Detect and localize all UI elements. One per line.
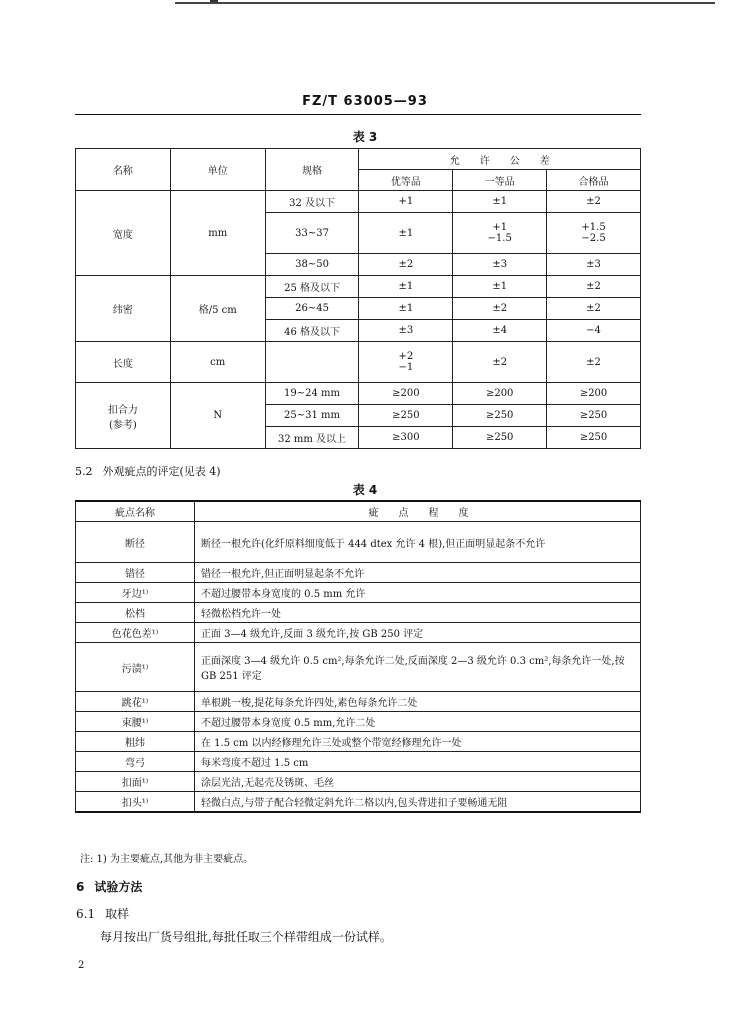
table-row [76, 583, 641, 603]
value-cell: ≥200 [453, 383, 547, 405]
value-cell: ±2 [547, 298, 641, 320]
standard-number: FZ/T 63005—93 [302, 94, 428, 109]
tolerance-table [75, 148, 641, 449]
defect-desc: 每米弯度不超过 1.5 cm [195, 752, 641, 772]
defect-name: 束腰¹⁾ [76, 712, 195, 732]
sampling-paragraph: 每月按出厂货号组批,每批任取三个样带组成一份试样。 [100, 930, 392, 944]
defect-desc: 断径一根允许(化纤原料细度低于 444 dtex 允许 4 根),但正面明显起条不允许 [195, 522, 641, 563]
col-header-grade2: 一等品 [453, 170, 547, 191]
group-name: 宽度 [76, 191, 171, 276]
defect-name: 跳花¹⁾ [76, 692, 195, 712]
value-cell: ±1 [359, 276, 453, 298]
value-cell: ≥200 [359, 383, 453, 405]
defect-desc: 涂层光洁,无起壳及锈斑、毛丝 [195, 772, 641, 792]
defect-desc: 不超过腰带本身宽度的 0.5 mm 允许 [195, 583, 641, 603]
defect-desc: 错径一根允许,但正面明显起条不允许 [195, 563, 641, 583]
defect-name: 色花色差¹⁾ [76, 623, 195, 643]
col-header-defect-degree: 疵 点 程 度 [195, 501, 641, 522]
value-cell: +1 −1.5 [453, 213, 547, 254]
spec-cell: 19~24 mm [265, 383, 359, 405]
defect-desc: 不超过腰带本身宽度 0.5 mm,允许二处 [195, 712, 641, 732]
group-unit: mm [170, 191, 265, 276]
defect-name: 扣面¹⁾ [76, 772, 195, 792]
defect-name: 扣头¹⁾ [76, 792, 195, 813]
value-cell: ±1 [453, 276, 547, 298]
section-number: 5.2 [75, 465, 93, 478]
spec-cell: 26~45 [265, 298, 359, 320]
defect-desc: 轻微松档允许一处 [195, 603, 641, 623]
table-row [76, 772, 641, 792]
defect-name: 粗纬 [76, 732, 195, 752]
defect-desc: 正面深度 3—4 级允许 0.5 cm²,每条允许二处,反面深度 2—3 级允许 0.3 cm²,每条允许一处,按 GB 251 评定 [195, 643, 641, 692]
value-cell: ≥250 [547, 427, 641, 449]
table-row [76, 522, 641, 563]
col-header-name: 名称 [76, 149, 171, 191]
group-name: 长度 [76, 342, 171, 383]
table-row [76, 643, 641, 692]
value-cell: ≥300 [359, 427, 453, 449]
table-row [76, 623, 641, 643]
value-cell: ±2 [359, 254, 453, 276]
value-cell: ±3 [547, 254, 641, 276]
defect-name: 牙边¹⁾ [76, 583, 195, 603]
value-cell: ±1 [453, 191, 547, 213]
scan-edge-mark [210, 0, 218, 2]
section-title: 外观疵点的评定(见表 4) [102, 465, 221, 478]
defect-name: 松档 [76, 603, 195, 623]
section-6-1-heading [76, 905, 129, 922]
section-number: 6.1 [76, 907, 96, 921]
group-unit: 格/5 cm [170, 276, 265, 342]
spec-cell: 46 格及以下 [265, 320, 359, 342]
table-row [76, 603, 641, 623]
defect-desc: 正面 3—4 级允许,反面 3 级允许,按 GB 250 评定 [195, 623, 641, 643]
scan-edge-line [175, 2, 715, 4]
defect-name: 污渍¹⁾ [76, 643, 195, 692]
section-number: 6 [76, 880, 85, 894]
defect-name: 断径 [76, 522, 195, 563]
table-row [76, 712, 641, 732]
table3-title: 表 3 [352, 130, 378, 144]
value-cell: ≥250 [547, 405, 641, 427]
group-name: 扣合力 (参考) [76, 383, 171, 449]
defect-name: 错径 [76, 563, 195, 583]
group-unit: cm [170, 342, 265, 383]
value-cell: +1.5 −2.5 [547, 213, 641, 254]
table-row [76, 383, 641, 405]
defect-desc: 轻微白点,与带子配合轻微定斜允许二格以内,包头背进扣子要畅通无阻 [195, 792, 641, 813]
col-header-unit: 单位 [170, 149, 265, 191]
value-cell: ±1 [359, 298, 453, 320]
table-row [76, 732, 641, 752]
value-cell: ±4 [453, 320, 547, 342]
col-header-tolerance: 允 许 公 差 [359, 149, 641, 170]
col-header-grade3: 合格品 [547, 170, 641, 191]
spec-cell: 32 mm 及以上 [265, 427, 359, 449]
col-header-spec: 规格 [265, 149, 359, 191]
value-cell: +2 −1 [359, 342, 453, 383]
value-cell: ±2 [547, 276, 641, 298]
col-header-grade1: 优等品 [359, 170, 453, 191]
table4-note: 注: 1) 为主要疵点,其他为非主要疵点。 [80, 854, 254, 865]
table-row [76, 276, 641, 298]
header-rule [75, 114, 641, 115]
defect-desc: 单根跳一梭,提花每条允许四处,素色每条允许二处 [195, 692, 641, 712]
value-cell: ≥250 [453, 405, 547, 427]
group-unit: N [170, 383, 265, 449]
spec-cell: 38~50 [265, 254, 359, 276]
spec-cell: 32 及以下 [265, 191, 359, 213]
defect-name: 弯弓 [76, 752, 195, 772]
value-cell: ±3 [359, 320, 453, 342]
defect-table [75, 500, 641, 813]
table-row [76, 191, 641, 213]
value-cell: +1 [359, 191, 453, 213]
section-title: 取样 [105, 907, 130, 921]
value-cell: ±3 [453, 254, 547, 276]
value-cell: −4 [547, 320, 641, 342]
col-header-defect-name: 疵点名称 [76, 501, 195, 522]
group-name: 纬密 [76, 276, 171, 342]
spec-cell [265, 342, 359, 383]
value-cell: ±2 [453, 298, 547, 320]
table4-title: 表 4 [352, 483, 378, 497]
value-cell: ±1 [359, 213, 453, 254]
page-number: 2 [78, 960, 85, 971]
value-cell: ±2 [547, 191, 641, 213]
spec-cell: 25 格及以下 [265, 276, 359, 298]
section-5-2-heading [75, 463, 221, 479]
table-row [76, 752, 641, 772]
defect-desc: 在 1.5 cm 以内经修理允许三处或整个带宽经修理允许一处 [195, 732, 641, 752]
table-row [76, 692, 641, 712]
spec-cell: 33~37 [265, 213, 359, 254]
value-cell: ≥250 [359, 405, 453, 427]
value-cell: ±2 [453, 342, 547, 383]
spec-cell: 25~31 mm [265, 405, 359, 427]
value-cell: ≥200 [547, 383, 641, 405]
value-cell: ±2 [547, 342, 641, 383]
table-row [76, 792, 641, 813]
value-cell: ≥250 [453, 427, 547, 449]
table-row [76, 563, 641, 583]
section-title: 试验方法 [94, 880, 143, 894]
table-row [76, 342, 641, 383]
section-6-heading [76, 878, 142, 895]
